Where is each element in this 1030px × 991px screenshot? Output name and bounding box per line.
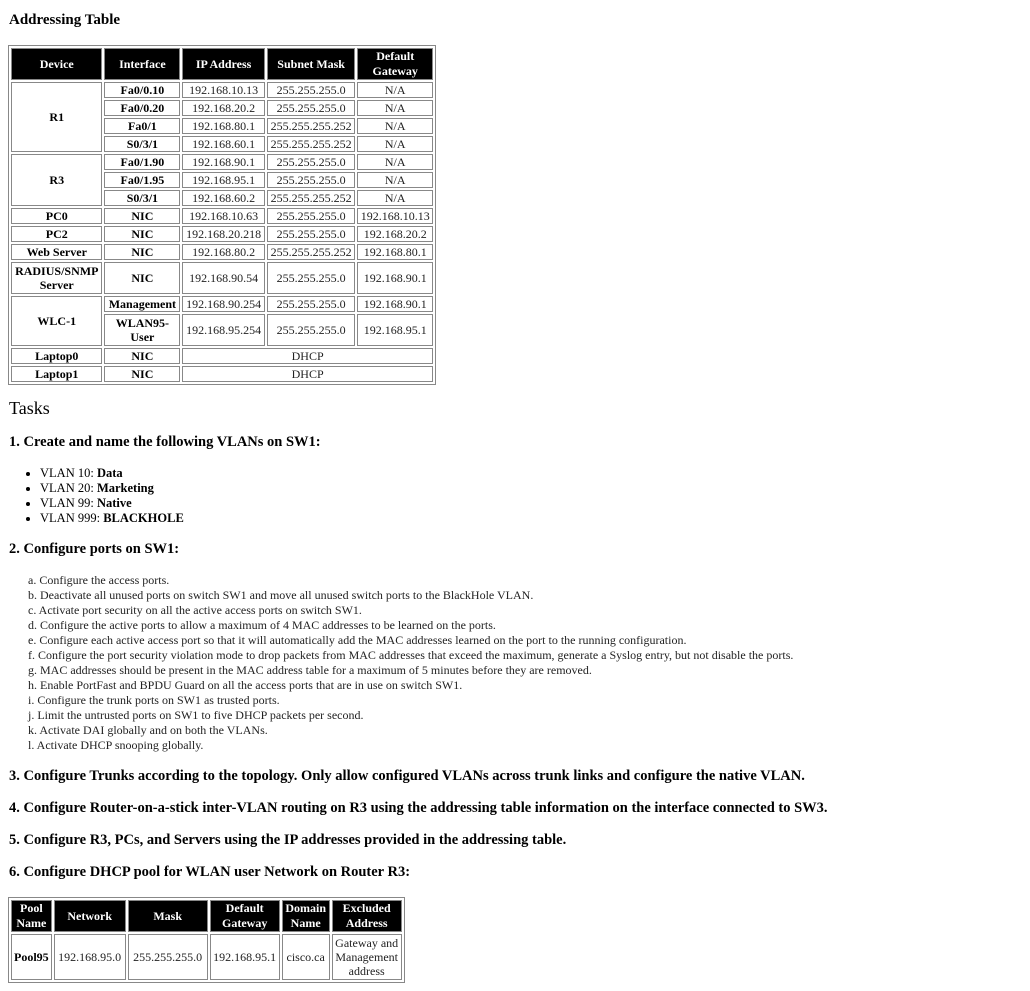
tasks-heading: Tasks [9, 398, 50, 418]
device-cell: Web Server [11, 244, 102, 260]
mask-cell: 255.255.255.0 [267, 226, 356, 242]
list-item: i. Configure the trunk ports on SW1 as trusted ports. [28, 693, 280, 707]
interface-cell: S0/3/1 [104, 190, 180, 206]
device-cell: WLC-1 [11, 296, 102, 346]
list-item: g. MAC addresses should be present in the MAC address table for a maximum of 5 minutes before they are removed. [28, 663, 592, 677]
table-row [11, 296, 433, 312]
dhcp-pool-table [8, 897, 405, 983]
table-row [11, 262, 433, 294]
list-item: • VLAN 999: BLACKHOLE [40, 511, 184, 526]
gateway-cell: 192.168.80.1 [357, 244, 433, 260]
pool-name-cell: Pool95 [11, 934, 52, 980]
table-row [11, 934, 402, 980]
interface-cell: Fa0/0.20 [104, 100, 180, 116]
ip-cell: 192.168.60.1 [182, 136, 265, 152]
header-default-gateway: Default Gateway [210, 900, 280, 932]
ip-cell: 192.168.95.1 [182, 172, 265, 188]
interface-cell: NIC [104, 366, 180, 382]
mask-cell: 255.255.255.0 [267, 172, 356, 188]
pool-header-row [11, 900, 402, 932]
table-row [11, 366, 433, 382]
dhcp-cell: DHCP [182, 366, 433, 382]
ip-cell: 192.168.20.218 [182, 226, 265, 242]
step-2-title: 2. Configure ports on SW1: [9, 541, 180, 557]
addressing-header-row [11, 48, 433, 80]
ip-cell: 192.168.80.2 [182, 244, 265, 260]
gateway-cell: N/A [357, 118, 433, 134]
device-cell: Laptop1 [11, 366, 102, 382]
gateway-cell: 192.168.20.2 [357, 226, 433, 242]
interface-cell: Fa0/1.90 [104, 154, 180, 170]
header-pool-name: Pool Name [11, 900, 52, 932]
header-interface: Interface [104, 48, 180, 80]
list-item: c. Activate port security on all the active access ports on switch SW1. [28, 603, 362, 617]
mask-cell: 255.255.255.252 [267, 190, 356, 206]
interface-cell: Fa0/1.95 [104, 172, 180, 188]
step-4-title: 4. Configure Router-on-a-stick inter-VLAN routing on R3 using the addressing table information on the interface connected to SW3. [9, 800, 828, 816]
interface-cell: Fa0/0.10 [104, 82, 180, 98]
ip-cell: 192.168.90.54 [182, 262, 265, 294]
interface-cell: S0/3/1 [104, 136, 180, 152]
table-row [11, 208, 433, 224]
mask-cell: 255.255.255.0 [267, 82, 356, 98]
device-cell: PC2 [11, 226, 102, 242]
list-item: e. Configure each active access port so that it will automatically add the MAC addresses learned on the port to the running configuration. [28, 633, 687, 647]
device-cell: R3 [11, 154, 102, 206]
mask-cell: 255.255.255.0 [267, 314, 356, 346]
mask-cell: 255.255.255.0 [267, 154, 356, 170]
step-3-title: 3. Configure Trunks according to the topology. Only allow configured VLANs across trunk links and configure the native VLAN. [9, 768, 805, 784]
header-network: Network [54, 900, 126, 932]
table-row [11, 244, 433, 260]
interface-cell: NIC [104, 226, 180, 242]
interface-cell: Fa0/1 [104, 118, 180, 134]
gateway-cell: 192.168.95.1 [210, 934, 280, 980]
ip-cell: 192.168.90.254 [182, 296, 265, 312]
list-item: d. Configure the active ports to allow a maximum of 4 MAC addresses to be learned on the ports. [28, 618, 496, 632]
list-item: a. Configure the access ports. [28, 573, 170, 587]
device-cell: PC0 [11, 208, 102, 224]
list-item: b. Deactivate all unused ports on switch SW1 and move all unused switch ports to the BlackHole VLAN. [28, 588, 534, 602]
ip-cell: 192.168.60.2 [182, 190, 265, 206]
ip-cell: 192.168.10.13 [182, 82, 265, 98]
interface-cell: Management [104, 296, 180, 312]
gateway-cell: 192.168.90.1 [357, 262, 433, 294]
step-6-title: 6. Configure DHCP pool for WLAN user Network on Router R3: [9, 864, 411, 880]
device-cell: RADIUS/SNMP Server [11, 262, 102, 294]
header-domain-name: Domain Name [282, 900, 330, 932]
gateway-cell: N/A [357, 136, 433, 152]
addressing-table-title: Addressing Table [9, 12, 121, 28]
mask-cell: 255.255.255.0 [267, 296, 356, 312]
header-device: Device [11, 48, 102, 80]
table-row [11, 154, 433, 170]
gateway-cell: N/A [357, 190, 433, 206]
list-item: k. Activate DAI globally and on both the VLANs. [28, 723, 268, 737]
interface-cell: NIC [104, 262, 180, 294]
ip-cell: 192.168.10.63 [182, 208, 265, 224]
mask-cell: 255.255.255.252 [267, 118, 356, 134]
mask-cell: 255.255.255.0 [267, 208, 356, 224]
interface-cell: NIC [104, 348, 180, 364]
interface-cell: WLAN95-User [104, 314, 180, 346]
excluded-cell: Gateway and Management address [332, 934, 402, 980]
list-item: • VLAN 20: Marketing [40, 481, 184, 496]
ip-cell: 192.168.20.2 [182, 100, 265, 116]
port-config-list [28, 573, 793, 753]
dhcp-cell: DHCP [182, 348, 433, 364]
ip-cell: 192.168.95.254 [182, 314, 265, 346]
mask-cell: 255.255.255.0 [267, 262, 356, 294]
mask-cell: 255.255.255.0 [267, 100, 356, 116]
table-row [11, 82, 433, 98]
mask-cell: 255.255.255.252 [267, 136, 356, 152]
network-cell: 192.168.95.0 [54, 934, 126, 980]
domain-cell: cisco.ca [282, 934, 330, 980]
gateway-cell: N/A [357, 172, 433, 188]
addressing-table [8, 45, 436, 385]
gateway-cell: N/A [357, 100, 433, 116]
device-cell: R1 [11, 82, 102, 152]
device-cell: Laptop0 [11, 348, 102, 364]
ip-cell: 192.168.80.1 [182, 118, 265, 134]
table-row [11, 348, 433, 364]
list-item: • VLAN 10: Data [40, 466, 184, 481]
interface-cell: NIC [104, 244, 180, 260]
list-item: f. Configure the port security violation mode to drop packets from MAC addresses that exceed the maximum, generate a Syslog entry, but not disable the ports. [28, 648, 794, 662]
list-item: h. Enable PortFast and BPDU Guard on all the access ports that are in use on switch SW1. [28, 678, 463, 692]
step-5-title: 5. Configure R3, PCs, and Servers using the IP addresses provided in the addressing table. [9, 832, 567, 848]
header-default-gateway: Default Gateway [357, 48, 433, 80]
gateway-cell: 192.168.10.13 [357, 208, 433, 224]
header-subnet-mask: Subnet Mask [267, 48, 356, 80]
mask-cell: 255.255.255.252 [267, 244, 356, 260]
header-excluded-address: Excluded Address [332, 900, 402, 932]
gateway-cell: 192.168.95.1 [357, 314, 433, 346]
list-item: l. Activate DHCP snooping globally. [28, 738, 204, 752]
gateway-cell: 192.168.90.1 [357, 296, 433, 312]
mask-cell: 255.255.255.0 [128, 934, 208, 980]
ip-cell: 192.168.90.1 [182, 154, 265, 170]
header-mask: Mask [128, 900, 208, 932]
table-row [11, 226, 433, 242]
vlan-list [8, 466, 184, 526]
interface-cell: NIC [104, 208, 180, 224]
list-item: j. Limit the untrusted ports on SW1 to five DHCP packets per second. [28, 708, 364, 722]
header-ip-address: IP Address [182, 48, 265, 80]
gateway-cell: N/A [357, 154, 433, 170]
gateway-cell: N/A [357, 82, 433, 98]
step-1-title: 1. Create and name the following VLANs on SW1: [9, 434, 321, 450]
list-item: • VLAN 99: Native [40, 496, 184, 511]
